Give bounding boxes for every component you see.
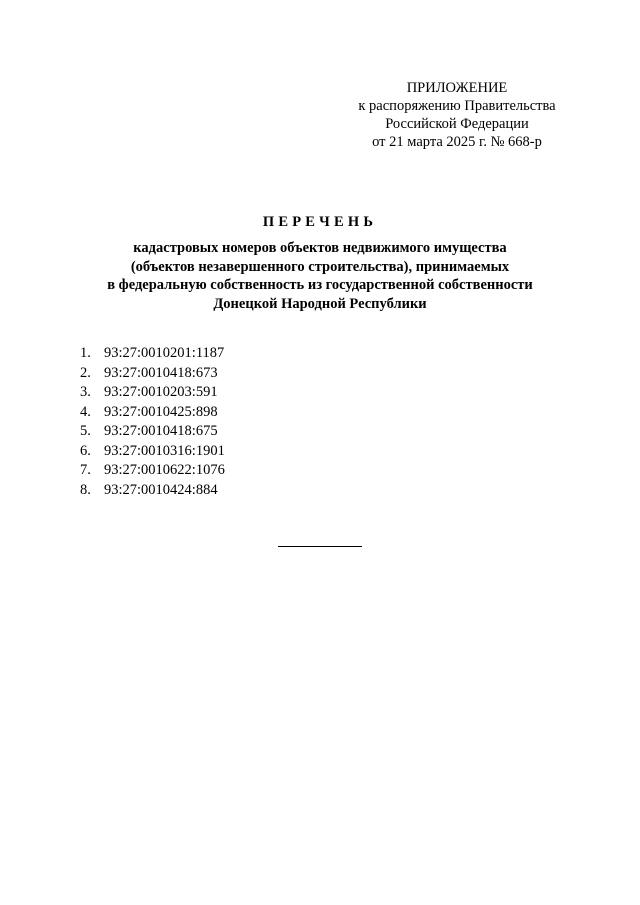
subtitle-line-2: (объектов незавершенного строительства), принимаемых xyxy=(130,258,510,275)
list-item xyxy=(80,442,225,462)
subtitle-line-1: кадастровых номеров объектов недвижимого имущества xyxy=(133,240,507,256)
list-item xyxy=(80,403,225,423)
item-number: 8. xyxy=(80,481,91,498)
item-number: 6. xyxy=(80,442,91,459)
cadastral-number: 93:27:0010418:673 xyxy=(104,364,218,381)
list-item xyxy=(80,481,225,501)
list-item xyxy=(80,364,225,384)
item-number: 3. xyxy=(80,384,91,400)
document-subtitle xyxy=(0,239,640,313)
item-number: 7. xyxy=(80,462,91,478)
subtitle-line-4: Донецкой Народной Республики xyxy=(213,295,427,312)
cadastral-number: 93:27:0010622:1076 xyxy=(104,462,225,478)
annex-authority: Российской Федерации xyxy=(385,116,529,132)
annex-date-number: от 21 марта 2025 г. № 668-р xyxy=(372,134,542,150)
list-item xyxy=(80,383,225,403)
annex-label: ПРИЛОЖЕНИЕ xyxy=(406,80,508,96)
list-item xyxy=(80,344,225,364)
cadastral-number: 93:27:0010425:898 xyxy=(104,403,218,420)
item-number: 2. xyxy=(80,364,91,381)
cadastral-number: 93:27:0010316:1901 xyxy=(104,442,225,459)
item-number: 1. xyxy=(80,345,91,361)
list-item xyxy=(80,422,225,442)
cadastral-number: 93:27:0010201:1187 xyxy=(104,345,225,361)
annex-header xyxy=(330,79,584,151)
annex-reference: к распоряжению Правительства xyxy=(358,98,556,114)
cadastral-number: 93:27:0010418:675 xyxy=(104,423,218,439)
item-number: 4. xyxy=(80,403,91,420)
list-item xyxy=(80,461,225,481)
end-separator-line xyxy=(278,546,362,547)
cadastral-number: 93:27:0010424:884 xyxy=(104,481,218,498)
subtitle-line-3: в федеральную собственность из государственной собственности xyxy=(107,277,533,293)
item-number: 5. xyxy=(80,423,91,439)
cadastral-number-list xyxy=(80,344,225,500)
document-title: ПЕРЕЧЕНЬ xyxy=(262,214,378,230)
cadastral-number: 93:27:0010203:591 xyxy=(104,384,218,400)
